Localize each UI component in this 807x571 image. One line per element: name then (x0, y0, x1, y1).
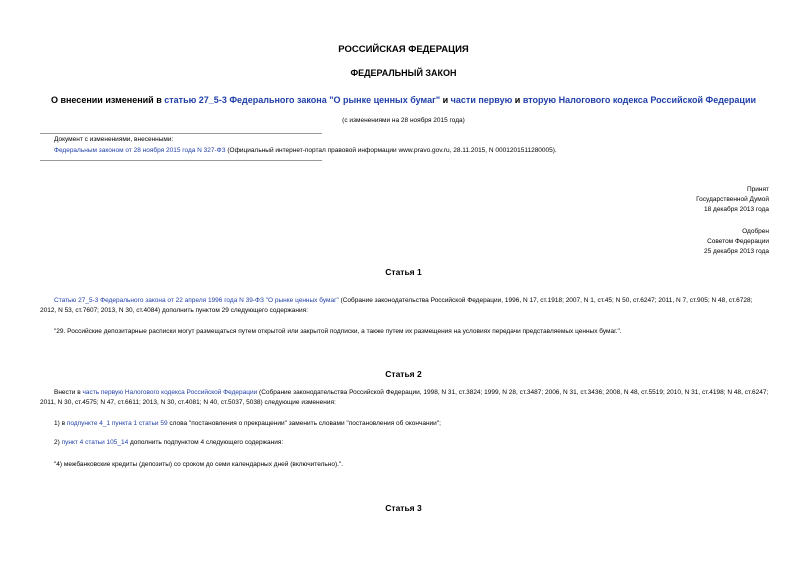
revision-note: (с изменениями на 28 ноября 2015 года) (342, 117, 465, 124)
accepted-date: 18 декабря 2013 года (703, 206, 769, 213)
article-2-heading: Статья 2 (385, 369, 422, 379)
title-text: и (440, 95, 451, 105)
article-1-paragraph (40, 296, 770, 316)
item-text: дополнить подпунктом 4 следующего содержания: (128, 439, 284, 446)
securities-law-article-link[interactable]: Статью 27_5-3 Федерального закона от 22 апреля 1996 года N 39-ФЗ "О рынке ценных бумаг" (54, 297, 339, 304)
amending-law-link[interactable]: Федеральным законом от 28 ноября 2015 года N 327-ФЗ (54, 147, 226, 154)
article-2-paragraph (40, 388, 770, 408)
item-text: слова "постановления о прекращении" заменить словами "постановления об окончании"; (167, 420, 441, 427)
article-2-quote: "4) межбанковские кредиты (депозиты) со сроком до семи календарных дней (включительно).". (54, 461, 344, 468)
amendments-label: Документ с изменениями, внесенными: (54, 136, 174, 143)
divider (40, 160, 322, 161)
amendments-line (54, 147, 557, 154)
paragraph-text: (Собрание законодательства Российской Федерации, 1998, N 31, ст.3824; 1999, N 28, ст.3487; 2006, N 31, ст.3436; 2008, N 48, ст.5519; 2010, N 31, ст.4198; N 48, ст.6247; 2011, N 30, ст.4575; N 47, ст.6611; 2013, N 30, ст.4081; N 40, ст.5037, 5038) следующие изменения: (40, 389, 769, 406)
article-2-item-2 (40, 438, 770, 448)
accepted-block (696, 185, 769, 215)
title-text: О внесении изменений в (50, 95, 165, 105)
tax-code-part-one-link[interactable]: часть первую Налогового кодекса Российской Федерации (82, 389, 258, 396)
accepted-label: Принят (746, 186, 769, 193)
paragraph-text: (Собрание законодательства Российской Федерации, 1996, N 17, ст.1918; 2007, N 1, ст.45; N 50, ст.6247; 2011, N 7, ст.905; N 48, ст.6728; 2012, N 53, ст.7607; 2013, N 30, ст.4084) дополнить пунктом 29 следующего содержания: (40, 297, 753, 314)
article-1-quote: "29. Российские депозитарные расписки могут размещаться путем открытой или закрытой подписки, а также путем их размещения на условиях передачи представляемых ценных бумаг.". (54, 328, 622, 335)
approved-body: Советом Федерации (707, 238, 769, 245)
document-title (0, 95, 807, 105)
article-2-item-1 (40, 419, 770, 429)
item-text: 2) (54, 439, 62, 446)
title-link-tax-code-part-two[interactable]: вторую Налогового кодекса Российской Федерации (522, 95, 757, 105)
title-text: и (512, 95, 523, 105)
approved-block (704, 227, 769, 257)
article-59-link[interactable]: подпункте 4_1 пункта 1 статьи 59 (66, 420, 168, 427)
paragraph-text: Внести в (54, 389, 83, 396)
approved-date: 25 декабря 2013 года (703, 248, 769, 255)
country-heading: РОССИЙСКАЯ ФЕДЕРАЦИЯ (338, 44, 469, 55)
article-1-heading: Статья 1 (385, 267, 422, 277)
title-link-tax-code-part-one[interactable]: части первую (450, 95, 513, 105)
title-link-securities-law[interactable]: статью 27_5-3 Федерального закона "О рынке ценных бумаг" (164, 95, 441, 105)
amendments-source: (Официальный интернет-портал правовой информации www.pravo.gov.ru, 28.11.2015, N 0001201511280005). (225, 147, 557, 154)
accepted-body: Государственной Думой (696, 196, 769, 203)
approved-label: Одобрен (742, 228, 769, 235)
article-105-14-link[interactable]: пункт 4 статьи 105_14 (61, 439, 129, 446)
item-text: 1) в (54, 420, 67, 427)
divider (40, 133, 322, 134)
law-type-heading: ФЕДЕРАЛЬНЫЙ ЗАКОН (350, 68, 457, 78)
article-3-heading: Статья 3 (385, 503, 422, 513)
